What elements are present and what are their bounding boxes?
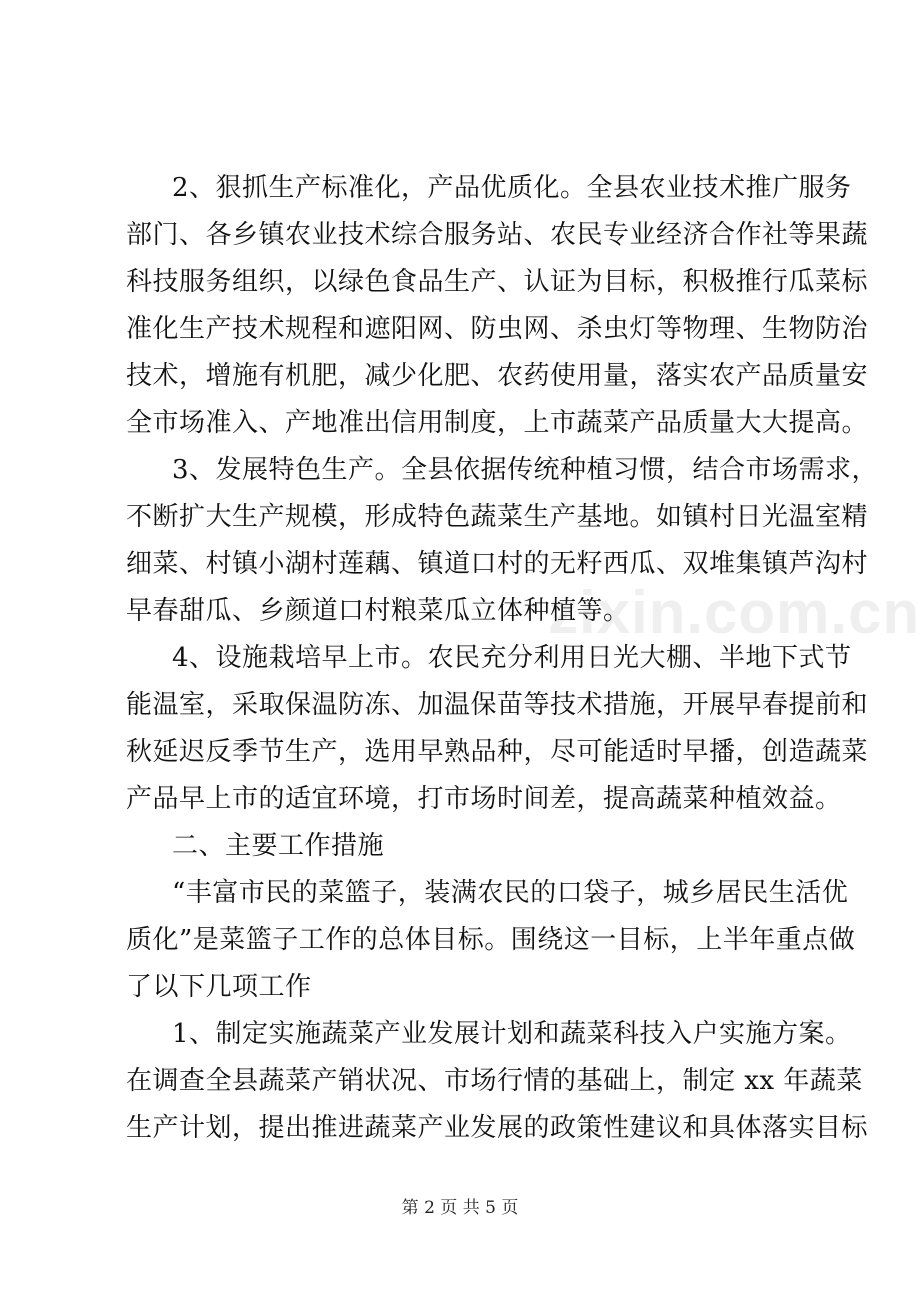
paragraph-4-line-1: 4、设施栽培早上市。农民充分利用日光大棚、半地下式节 [172, 643, 852, 673]
paragraph-2-line-4: 准化生产技术规程和遮阳网、防虫网、杀虫灯等物理、生物防治 [126, 314, 869, 344]
paragraph-4-line-3: 秋延迟反季节生产，选用早熟品种，尽可能适时早播，创造蔬菜 [126, 737, 869, 767]
paragraph-4-line-2: 能温室，采取保温防冻、加温保苗等技术措施，开展早春提前和 [126, 690, 869, 720]
paragraph-1-line-3: 生产计划，提出推进蔬菜产业发展的政策性建议和具体落实目标 [126, 1113, 869, 1143]
paragraph-2-line-6: 全市场准入、产地准出信用制度，上市蔬菜产品质量大大提高。 [126, 408, 869, 438]
paragraph-2-line-3: 科技服务组织，以绿色食品生产、认证为目标，积极推行瓜菜标 [126, 267, 869, 297]
page-footer: 第 2 页 共 5 页 [401, 1198, 519, 1218]
paragraph-4-line-4: 产品早上市的适宜环境，打市场时间差，提高蔬菜种植效益。 [126, 784, 842, 814]
section-heading: 二、主要工作措施 [172, 831, 385, 861]
paragraph-1-line-2: 在调查全县蔬菜产销状况、市场行情的基础上，制定 xx 年蔬菜 [126, 1066, 863, 1096]
paragraph-goal-line-2: 质化”是菜篮子工作的总体目标。围绕这一目标，上半年重点做 [126, 925, 856, 955]
watermark: zixin.com.cn [548, 579, 920, 646]
paragraph-2-line-1: 2、狠抓生产标准化，产品优质化。全县农业技术推广服务 [172, 173, 852, 203]
paragraph-3-line-1: 3、发展特色生产。全县依据传统种植习惯，结合市场需求， [172, 455, 879, 485]
paragraph-goal-line-1: “丰富市民的菜篮子，装满农民的口袋子，城乡居民生活优 [172, 878, 849, 908]
paragraph-3-line-4: 早春甜瓜、乡颜道口村粮菜瓜立体种植等。 [126, 596, 630, 626]
paragraph-1-line-1: 1、制定实施蔬菜产业发展计划和蔬菜科技入户实施方案。 [172, 1019, 852, 1049]
paragraph-2-line-2: 部门、各乡镇农业技术综合服务站、农民专业经济合作社等果蔬 [126, 220, 869, 250]
paragraph-goal-line-3: 了以下几项工作 [126, 972, 312, 1002]
paragraph-3-line-3: 细菜、村镇小湖村莲藕、镇道口村的无籽西瓜、双堆集镇芦沟村 [126, 549, 869, 579]
paragraph-2-line-5: 技术，增施有机肥，减少化肥、农药使用量，落实农产品质量安 [126, 361, 869, 391]
paragraph-3-line-2: 不断扩大生产规模，形成特色蔬菜生产基地。如镇村日光温室精 [126, 502, 869, 532]
